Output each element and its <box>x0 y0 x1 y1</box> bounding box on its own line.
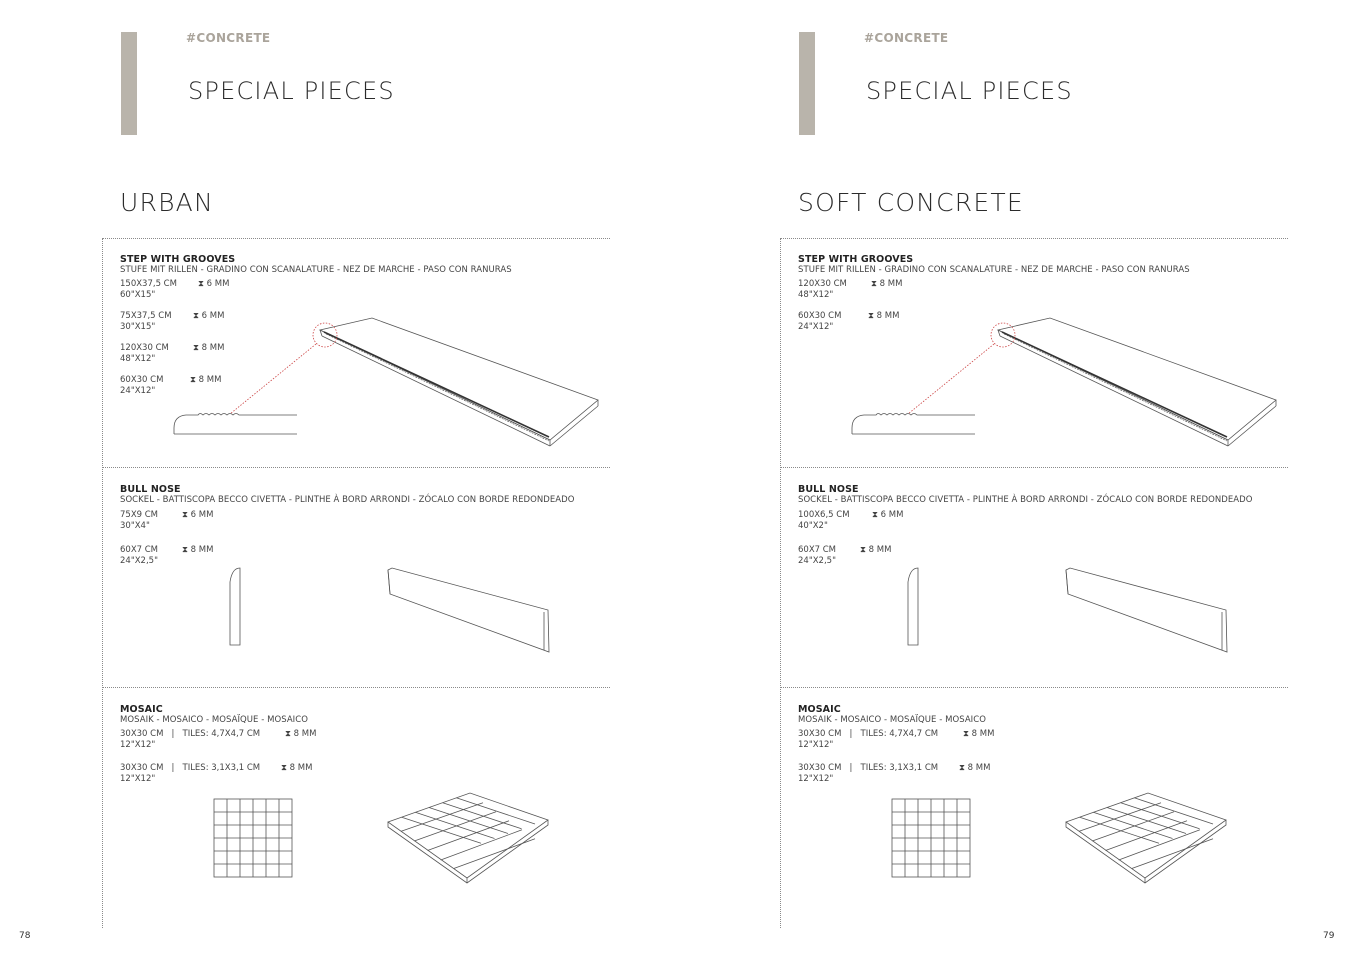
step-section-subtitle: STUFE MIT RILLEN - GRADINO CON SCANALATURE - NEZ DE MARCHE - PASO CON RANURAS <box>120 265 512 275</box>
spec-inch: 12"X12" <box>798 740 834 750</box>
spec-inch: 60"X15" <box>120 290 156 300</box>
spec-inch: 12"X12" <box>798 774 834 784</box>
spec-thickness: ⧗ 6 MM <box>872 510 904 520</box>
spec-inch: 12"X12" <box>120 740 156 750</box>
thickness-icon: ⧗ <box>871 279 877 289</box>
thickness-icon: ⧗ <box>190 375 196 385</box>
spec-inch: 24"X12" <box>798 322 834 332</box>
thickness-icon: ⧗ <box>872 510 878 520</box>
page-heading: SPECIAL PIECES <box>866 77 1073 105</box>
spec-thickness: ⧗ 8 MM <box>285 729 317 739</box>
spec-inch: 24"X2,5" <box>798 556 836 566</box>
category-tag: #CONCRETE <box>864 31 949 45</box>
thickness-icon: ⧗ <box>281 763 287 773</box>
page-number: 79 <box>1323 931 1335 941</box>
spec-thickness: ⧗ 8 MM <box>190 375 222 385</box>
bull-nose-drawing <box>230 568 549 652</box>
spec-size: 100X6,5 CM <box>798 510 850 520</box>
thickness-icon: ⧗ <box>860 545 866 555</box>
page-heading: SPECIAL PIECES <box>188 77 395 105</box>
bullnose-section-title: BULL NOSE <box>120 484 181 495</box>
bull-nose-drawing <box>908 568 1227 652</box>
spec-size: 30X30 CM | TILES: 4,7X4,7 CM <box>120 729 261 739</box>
spec-size: 30X30 CM | TILES: 4,7X4,7 CM <box>798 729 939 739</box>
thickness-icon: ⧗ <box>868 311 874 321</box>
spec-inch: 24"X12" <box>120 386 156 396</box>
spec-thickness: ⧗ 8 MM <box>182 545 214 555</box>
spec-inch: 30"X15" <box>120 322 156 332</box>
mosaic-section-subtitle: MOSAIK - MOSAICO - MOSAÏQUE - MOSAICO <box>120 715 308 725</box>
spec-inch: 48"X12" <box>120 354 156 364</box>
spec-inch: 24"X2,5" <box>120 556 158 566</box>
mosaic-section-title: MOSAIC <box>798 704 841 715</box>
spec-thickness: ⧗ 8 MM <box>871 279 903 289</box>
step-with-grooves-drawing <box>174 318 598 446</box>
spec-size: 75X9 CM <box>120 510 159 520</box>
spec-thickness: ⧗ 8 MM <box>193 343 225 353</box>
mosaic-section-title: MOSAIC <box>120 704 163 715</box>
spec-inch: 12"X12" <box>120 774 156 784</box>
thickness-icon: ⧗ <box>193 343 199 353</box>
mosaic-drawing <box>214 793 548 883</box>
spec-thickness: ⧗ 8 MM <box>959 763 991 773</box>
spec-size: 60X7 CM <box>798 545 837 555</box>
thickness-icon: ⧗ <box>963 729 969 739</box>
mosaic-section-subtitle: MOSAIK - MOSAICO - MOSAÏQUE - MOSAICO <box>798 715 986 725</box>
thickness-icon: ⧗ <box>198 279 204 289</box>
spec-size: 60X30 CM <box>798 311 842 321</box>
spec-thickness: ⧗ 8 MM <box>281 763 313 773</box>
illustrations <box>678 0 1356 959</box>
spec-size: 30X30 CM | TILES: 3,1X3,1 CM <box>798 763 939 773</box>
category-tag: #CONCRETE <box>186 31 271 45</box>
bullnose-section-subtitle: SOCKEL - BATTISCOPA BECCO CIVETTA - PLINTHE À BORD ARRONDI - ZÓCALO CON BORDE REDONDEADO <box>798 495 1253 505</box>
spec-inch: 48"X12" <box>798 290 834 300</box>
spec-inch: 40"X2" <box>798 521 828 531</box>
thickness-icon: ⧗ <box>193 311 199 321</box>
spec-thickness: ⧗ 8 MM <box>868 311 900 321</box>
catalog-page-right <box>678 0 1356 959</box>
step-section-title: STEP WITH GROOVES <box>798 254 914 265</box>
collection-title: SOFT CONCRETE <box>798 188 1024 217</box>
step-with-grooves-drawing <box>852 318 1276 446</box>
bullnose-section-subtitle: SOCKEL - BATTISCOPA BECCO CIVETTA - PLINTHE À BORD ARRONDI - ZÓCALO CON BORDE REDONDEADO <box>120 495 575 505</box>
spec-size: 120X30 CM <box>120 343 169 353</box>
spec-size: 75X37,5 CM <box>120 311 172 321</box>
spec-size: 60X30 CM <box>120 375 164 385</box>
spec-size: 120X30 CM <box>798 279 847 289</box>
spec-thickness: ⧗ 8 MM <box>963 729 995 739</box>
mosaic-drawing <box>892 793 1226 883</box>
spec-thickness: ⧗ 6 MM <box>198 279 230 289</box>
spec-inch: 30"X4" <box>120 521 150 531</box>
spec-size: 150X37,5 CM <box>120 279 177 289</box>
thickness-icon: ⧗ <box>182 545 188 555</box>
step-section-title: STEP WITH GROOVES <box>120 254 236 265</box>
thickness-icon: ⧗ <box>182 510 188 520</box>
spec-thickness: ⧗ 6 MM <box>193 311 225 321</box>
thickness-icon: ⧗ <box>959 763 965 773</box>
spec-size: 60X7 CM <box>120 545 159 555</box>
spec-thickness: ⧗ 6 MM <box>182 510 214 520</box>
spec-thickness: ⧗ 8 MM <box>860 545 892 555</box>
page-number: 78 <box>19 931 31 941</box>
collection-title: URBAN <box>120 188 214 217</box>
spec-size: 30X30 CM | TILES: 3,1X3,1 CM <box>120 763 261 773</box>
bullnose-section-title: BULL NOSE <box>798 484 859 495</box>
thickness-icon: ⧗ <box>285 729 291 739</box>
step-section-subtitle: STUFE MIT RILLEN - GRADINO CON SCANALATURE - NEZ DE MARCHE - PASO CON RANURAS <box>798 265 1190 275</box>
